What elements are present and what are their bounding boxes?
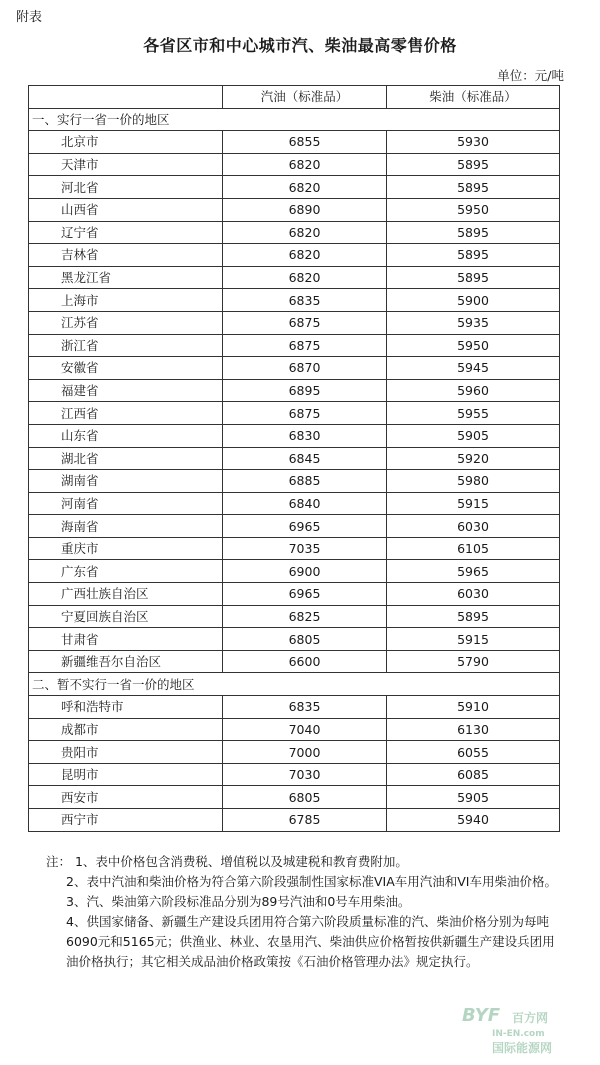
diesel-price: 5945 (387, 357, 560, 380)
diesel-price: 5915 (387, 628, 560, 651)
diesel-price: 5935 (387, 311, 560, 334)
header-region (29, 86, 223, 109)
table-row (29, 266, 560, 289)
gasoline-price: 6835 (223, 289, 387, 312)
table-row (29, 447, 560, 470)
gasoline-price: 6840 (223, 492, 387, 515)
table-row (29, 176, 560, 199)
region-name: 贵阳市 (29, 741, 223, 764)
gasoline-price: 7035 (223, 537, 387, 560)
table-row (29, 763, 560, 786)
gasoline-price: 6805 (223, 628, 387, 651)
table-row (29, 334, 560, 357)
region-name: 呼和浩特市 (29, 696, 223, 719)
diesel-price: 5910 (387, 696, 560, 719)
watermark-logo (440, 1003, 590, 1055)
gasoline-price: 6600 (223, 650, 387, 673)
diesel-price: 5895 (387, 221, 560, 244)
gasoline-price: 6835 (223, 696, 387, 719)
region-name: 广西壮族自治区 (29, 583, 223, 606)
note-2: 2、表中汽油和柴油价格为符合第六阶段强制性国家标准VIA车用汽油和VI车用柴油价格。 (66, 874, 557, 889)
table-body (29, 108, 560, 831)
region-name: 湖南省 (29, 470, 223, 493)
region-name: 西安市 (29, 786, 223, 809)
table-row (29, 718, 560, 741)
watermark-in-en: IN-EN.com (492, 1029, 545, 1039)
region-name: 上海市 (29, 289, 223, 312)
appendix-label: 附表 (16, 10, 43, 25)
diesel-price: 5965 (387, 560, 560, 583)
diesel-price: 5950 (387, 198, 560, 221)
table-row (29, 560, 560, 583)
diesel-price: 5920 (387, 447, 560, 470)
gasoline-price: 6820 (223, 153, 387, 176)
section-row (29, 673, 560, 696)
region-name: 昆明市 (29, 763, 223, 786)
gasoline-price: 6895 (223, 379, 387, 402)
diesel-price: 5790 (387, 650, 560, 673)
gasoline-price: 6820 (223, 266, 387, 289)
gasoline-price: 6820 (223, 176, 387, 199)
diesel-price: 5905 (387, 786, 560, 809)
region-name: 新疆维吾尔自治区 (29, 650, 223, 673)
region-name: 安徽省 (29, 357, 223, 380)
diesel-price: 5940 (387, 809, 560, 832)
gasoline-price: 7040 (223, 718, 387, 741)
region-name: 吉林省 (29, 244, 223, 267)
note-4: 4、供国家储备、新疆生产建设兵团用符合第六阶段质量标准的汽、柴油价格分别为每吨6090元和5165元；供渔业、林业、农垦用汽、柴油供应价格暂按供新疆生产建设兵团用油价格执行；其它相关成品油价格政策按《石油价格管理办法》规定执行。 (66, 914, 555, 969)
gasoline-price: 6965 (223, 515, 387, 538)
gasoline-price: 6855 (223, 131, 387, 154)
diesel-price: 5895 (387, 605, 560, 628)
gasoline-price: 6875 (223, 311, 387, 334)
region-name: 宁夏回族自治区 (29, 605, 223, 628)
watermark-baifang: 百方网 (512, 1011, 549, 1025)
price-table (28, 85, 560, 832)
table-row (29, 583, 560, 606)
gasoline-price: 6820 (223, 221, 387, 244)
table-row (29, 741, 560, 764)
region-name: 海南省 (29, 515, 223, 538)
gasoline-price: 6845 (223, 447, 387, 470)
table-row (29, 311, 560, 334)
diesel-price: 5980 (387, 470, 560, 493)
diesel-price: 5960 (387, 379, 560, 402)
diesel-price: 5895 (387, 266, 560, 289)
table-row (29, 357, 560, 380)
table-row (29, 492, 560, 515)
table-row (29, 696, 560, 719)
table-row (29, 289, 560, 312)
region-name: 江苏省 (29, 311, 223, 334)
region-name: 广东省 (29, 560, 223, 583)
unit-label: 单位：元/吨 (497, 68, 564, 83)
diesel-price: 6030 (387, 515, 560, 538)
table-row (29, 244, 560, 267)
table-row (29, 537, 560, 560)
gasoline-price: 6870 (223, 357, 387, 380)
table-row (29, 809, 560, 832)
table-row (29, 786, 560, 809)
watermark-guoji: 国际能源网 (492, 1041, 553, 1055)
gasoline-price: 6965 (223, 583, 387, 606)
header-gasoline: 汽油（标准品） (223, 86, 387, 109)
region-name: 成都市 (29, 718, 223, 741)
table-row (29, 650, 560, 673)
table-row (29, 379, 560, 402)
region-name: 河北省 (29, 176, 223, 199)
gasoline-price: 6875 (223, 402, 387, 425)
region-name: 北京市 (29, 131, 223, 154)
diesel-price: 6130 (387, 718, 560, 741)
gasoline-price: 6875 (223, 334, 387, 357)
table-row (29, 515, 560, 538)
gasoline-price: 6805 (223, 786, 387, 809)
diesel-price: 6105 (387, 537, 560, 560)
region-name: 福建省 (29, 379, 223, 402)
region-name: 重庆市 (29, 537, 223, 560)
watermark-byf: BYF (462, 1005, 501, 1026)
table-header-row (29, 86, 560, 109)
table-row (29, 221, 560, 244)
gasoline-price: 6785 (223, 809, 387, 832)
region-name: 辽宁省 (29, 221, 223, 244)
region-name: 天津市 (29, 153, 223, 176)
section-title: 一、实行一省一价的地区 (29, 108, 560, 131)
gasoline-price: 6900 (223, 560, 387, 583)
table-row (29, 198, 560, 221)
gasoline-price: 7030 (223, 763, 387, 786)
table-row (29, 402, 560, 425)
region-name: 黑龙江省 (29, 266, 223, 289)
gasoline-price: 6890 (223, 198, 387, 221)
gasoline-price: 6825 (223, 605, 387, 628)
table-row (29, 131, 560, 154)
diesel-price: 5930 (387, 131, 560, 154)
note-3: 3、汽、柴油第六阶段标准品分别为89号汽油和0号车用柴油。 (66, 894, 411, 909)
table-row (29, 424, 560, 447)
region-name: 西宁市 (29, 809, 223, 832)
notes (46, 852, 562, 972)
region-name: 山东省 (29, 424, 223, 447)
table-row (29, 153, 560, 176)
gasoline-price: 6885 (223, 470, 387, 493)
section-row (29, 108, 560, 131)
gasoline-price: 6830 (223, 424, 387, 447)
table-row (29, 470, 560, 493)
diesel-price: 6030 (387, 583, 560, 606)
region-name: 山西省 (29, 198, 223, 221)
table-row (29, 605, 560, 628)
page-title: 各省区市和中心城市汽、柴油最高零售价格 (143, 36, 457, 55)
region-name: 湖北省 (29, 447, 223, 470)
gasoline-price: 7000 (223, 741, 387, 764)
diesel-price: 6085 (387, 763, 560, 786)
table-row (29, 628, 560, 651)
diesel-price: 5900 (387, 289, 560, 312)
header-diesel: 柴油（标准品） (387, 86, 560, 109)
diesel-price: 6055 (387, 741, 560, 764)
diesel-price: 5895 (387, 244, 560, 267)
section-title: 二、暂不实行一省一价的地区 (29, 673, 560, 696)
diesel-price: 5955 (387, 402, 560, 425)
diesel-price: 5915 (387, 492, 560, 515)
note-1: 注： 1、表中价格包含消费税、增值税以及城建税和教育费附加。 (46, 854, 408, 869)
gasoline-price: 6820 (223, 244, 387, 267)
region-name: 甘肃省 (29, 628, 223, 651)
region-name: 江西省 (29, 402, 223, 425)
region-name: 浙江省 (29, 334, 223, 357)
diesel-price: 5950 (387, 334, 560, 357)
diesel-price: 5895 (387, 153, 560, 176)
diesel-price: 5895 (387, 176, 560, 199)
diesel-price: 5905 (387, 424, 560, 447)
region-name: 河南省 (29, 492, 223, 515)
